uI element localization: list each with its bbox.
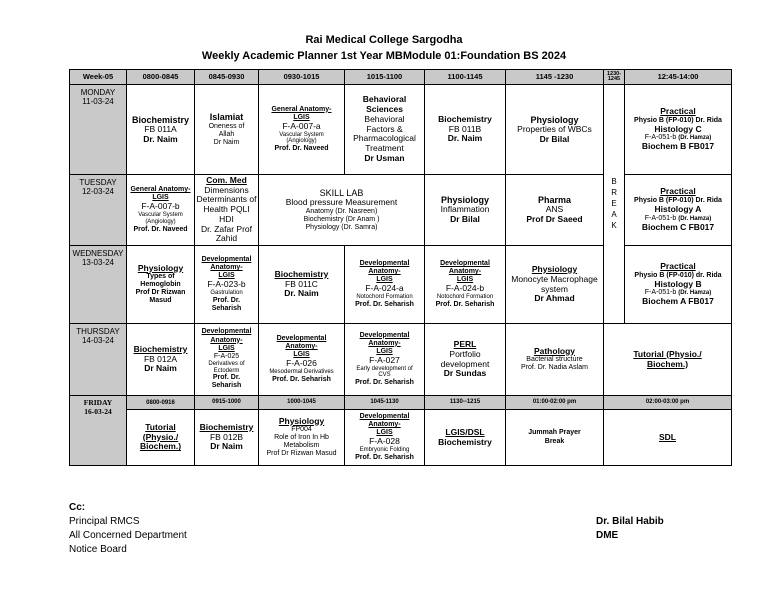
break-column: BREAK [604, 85, 625, 324]
cc-recipient: All Concerned Department [69, 530, 187, 541]
session-cell: Developmental Anatomy- LGIS F-A-025 Derivatives of Ectoderm Prof. Dr. Seharish [195, 324, 259, 396]
wednesday-row [70, 246, 732, 324]
weekly-planner-table [69, 69, 732, 466]
day-cell: THURSDAY 14-03-24 [70, 324, 127, 396]
time-slot: 1045-1130 [345, 396, 425, 410]
day-cell: FRIDAY 16-03-24 [70, 396, 127, 466]
time-slot: 1145 -1230 [506, 70, 604, 85]
time-slot: 1230-1245 [604, 70, 625, 85]
monday-row [70, 85, 732, 175]
session-cell: Physiology Properties of WBCs Dr Bilal [506, 85, 604, 175]
time-slot: 1100-1145 [425, 70, 506, 85]
session-cell: Developmental Anatomy- LGIS F-A-023-b Gastrulation Prof. Dr. Seharish [195, 246, 259, 324]
session-cell: Developmental Anatomy- LGIS F-A-027 Early development of CVS Prof. Dr. Seharish [345, 324, 425, 396]
session-cell: Developmental Anatomy- LGIS F-A-024-a Notochord Formation Prof. Dr. Seharish [345, 246, 425, 324]
session-cell: General Anatomy- LGIS F-A-007-a Vascular System (Angiology) Prof. Dr. Naveed [259, 85, 345, 175]
session-cell: Biochemistry FB 012A Dr Naim [127, 324, 195, 396]
session-cell: Pharma ANS Prof Dr Saeed [506, 175, 604, 246]
session-cell: Physiology Types of Hemoglobin Prof Dr Rizwan Masud [127, 246, 195, 324]
time-slot: 1000-1045 [259, 396, 345, 410]
session-cell: Tutorial (Physio./ Biochem.) [127, 410, 195, 466]
time-slot: 0800-0916 [127, 396, 195, 410]
time-slot: 01:00-02:00 pm [506, 396, 604, 410]
time-slot: 0930-1015 [259, 70, 345, 85]
week-label: Week-05 [70, 70, 127, 85]
session-cell: Behavioral Sciences Behavioral Factors & Pharmacological Treatment Dr Usman [345, 85, 425, 175]
time-slot: 12:45-14:00 [625, 70, 732, 85]
time-slot: 1015-1100 [345, 70, 425, 85]
session-cell: Physiology Inflammation Dr Bilal [425, 175, 506, 246]
session-cell: Practical Physio B (FP-010) Dr. Rida Histology C F-A-051-b (Dr. Hamza) Biochem B FB017 [625, 85, 732, 175]
session-cell: Islamiat Oneness of Allah Dr Naim [195, 85, 259, 175]
college-title: Rai Medical College Sargodha [305, 34, 463, 46]
session-cell: Com. Med Dimensions Determinants of Health PQLI HDI Dr. Zafar Prof Zahid [195, 175, 259, 246]
session-cell: Biochemistry FB 011B Dr. Naim [425, 85, 506, 175]
session-cell: Developmental Anatomy- LGIS F-A-026 Mesodermal Derivatives Prof. Dr. Seharish [259, 324, 345, 396]
session-cell: LGIS/DSL Biochemistry [425, 410, 506, 466]
time-slot: 1130--1215 [425, 396, 506, 410]
friday-time-row [70, 396, 732, 410]
session-cell: Physiology FP004 Role of Iron In Hb Metabolism Prof Dr Rizwan Masud [259, 410, 345, 466]
day-cell: WEDNESDAY 13-03-24 [70, 246, 127, 324]
session-cell: Developmental Anatomy- LGIS F-A-028 Embryonic Folding Prof. Dr. Seharish [345, 410, 425, 466]
session-cell: Physiology Monocyte Macrophage system Dr Ahmad [506, 246, 604, 324]
session-cell: Practical Physio B (FP-010) dr. Rida Histology B F-A-051-b (Dr. Hamza) Biochem A FB017 [625, 246, 732, 324]
session-cell: Biochemistry FB 011C Dr. Naim [259, 246, 345, 324]
session-cell: Biochemistry FB 011A Dr. Naim [127, 85, 195, 175]
session-cell: General Anatomy- LGIS F-A-007-b Vascular System (Angiology) Prof. Dr. Naveed [127, 175, 195, 246]
session-cell: PERL Portfolio development Dr Sundas [425, 324, 506, 396]
cc-label: Cc: [69, 502, 86, 513]
day-cell: TUESDAY 12-03-24 [70, 175, 127, 246]
signatory-name: Dr. Bilal Habib [596, 516, 664, 527]
header-row [70, 70, 732, 85]
cc-recipient: Notice Board [69, 544, 127, 555]
thursday-row [70, 324, 732, 396]
session-cell: Practical Physio B (FP-010) Dr. Rida Histology A F-A-051-b (Dr. Hamza) Biochem C FB017 [625, 175, 732, 246]
day-cell: MONDAY 11-03-24 [70, 85, 127, 175]
signatory-title: DME [596, 530, 619, 541]
session-cell: Pathology Bacterial structure Prof. Dr. Nadia Aslam [506, 324, 604, 396]
session-cell: Biochemistry FB 012B Dr Naim [195, 410, 259, 466]
friday-row [70, 410, 732, 466]
planner-title: Weekly Academic Planner 1st Year MBModule 01:Foundation BS 2024 [201, 50, 567, 62]
tuesday-row [70, 175, 732, 246]
time-slot: 0915-1000 [195, 396, 259, 410]
time-slot: 02:00-03:00 pm [604, 396, 732, 410]
cc-recipient: Principal RMCS [69, 516, 140, 527]
time-slot: 0800-0845 [127, 70, 195, 85]
session-cell: SDL [604, 410, 732, 466]
session-cell: Jummah Prayer Break [506, 410, 604, 466]
session-cell: Developmental Anatomy- LGIS F-A-024-b Notochord Formation Prof. Dr. Seharish [425, 246, 506, 324]
skill-lab-cell: SKILL LAB Blood pressure Measurement Anatomy (Dr. Nasreen) Biochemistry (Dr Anam ) Physiology (Dr. Samra) [259, 175, 425, 246]
session-cell: Tutorial (Physio./ Biochem.) [604, 324, 732, 396]
time-slot: 0845-0930 [195, 70, 259, 85]
